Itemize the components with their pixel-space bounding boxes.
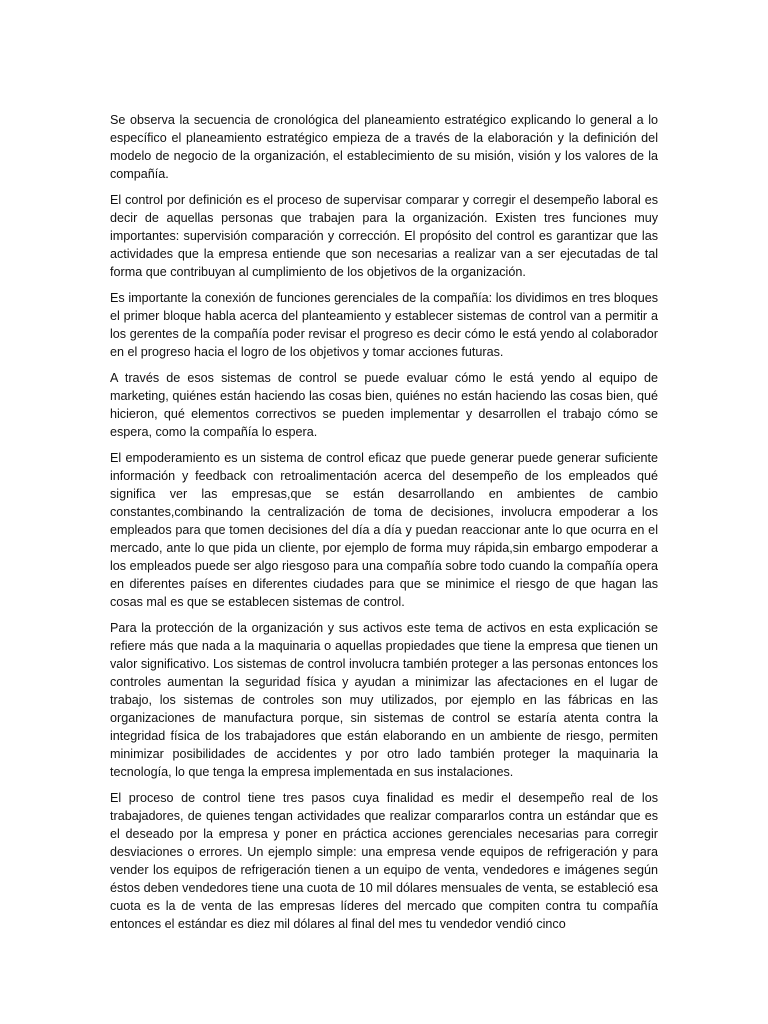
paragraph-6: Para la protección de la organización y sus activos este tema de activos en esta explicación se refiere más que nada a la maquinaria o aquellas propiedades que tiene la empresa que tienen un valor significativo. Los sistemas de control involucra también proteger a las personas entonces los controles aumentan la seguridad física y ayudan a minimizar las afectaciones en el lugar de trabajo, los sistemas de controles son muy utilizados, por ejemplo en las fábricas en las organizaciones de manufactura porque, sin sistemas de control se estaría atenta contra la integridad física de los trabajadores que están elaborando en un ambiente de riesgo, permiten minimizar posibilidades de accidentes y por otro lado también proteger la maquinaria la tecnología, lo que tenga la empresa implementada en sus instalaciones. (110, 621, 658, 779)
paragraph-4: A través de esos sistemas de control se puede evaluar cómo le está yendo al equipo de marketing, quiénes están haciendo las cosas bien, quiénes no están haciendo las cosas bien, qué hicieron, qué elementos correctivos se pueden implementar y desarrollen el trabajo cómo se espera, como la compañía lo espera. (110, 371, 658, 439)
paragraph-1: Se observa la secuencia de cronológica del planeamiento estratégico explicando lo general a lo específico el planeamiento estratégico empieza de a través de la elaboración y la definición del modelo de negocio de la organización, el establecimiento de su misión, visión y los valores de la compañía. (110, 113, 658, 181)
paragraph-5: El empoderamiento es un sistema de control eficaz que puede generar puede generar suficiente información y feedback con retroalimentación acerca del desempeño de los empleados qué significa ver las empresas,que se están desarrollando en ambientes de cambio constantes,combinando la centralización de toma de decisiones, involucra empoderar a los empleados para que tomen decisiones del día a día y puedan reaccionar ante lo que ocurra en el mercado, ante lo que pida un cliente, por ejemplo de forma muy rápida,sin embargo empoderar a los empleados puede ser algo riesgoso para una compañía sobre todo cuando la compañía opera en diferentes países en diferentes ciudades para que se minimice el riesgo de que hagan las cosas mal es que se establecen sistemas de control. (110, 451, 658, 609)
paragraph-2: El control por definición es el proceso de supervisar comparar y corregir el desempeño laboral es decir de aquellas personas que trabajen para la organización. Existen tres funciones muy importantes: supervisión comparación y corrección. El propósito del control es garantizar que las actividades que la empresa entiende que son necesarias a realizar van a ser ejecutadas de tal forma que contribuyan al cumplimiento de los objetivos de la organización. (110, 193, 658, 279)
document-body (110, 111, 658, 941)
paragraph-7: El proceso de control tiene tres pasos cuya finalidad es medir el desempeño real de los trabajadores, de quienes tengan actividades que realizar compararlos contra un estándar que es el deseado por la empresa y poner en práctica acciones gerenciales necesarias para corregir desviaciones o errores. Un ejemplo simple: una empresa vende equipos de refrigeración y para vender los equipos de refrigeración tienen a un equipo de venta, vendedores e imágenes según éstos deben vendedores tiene una cuota de 10 mil dólares mensuales de venta, se estableció esa cuota es la de venta de las empresas líderes del mercado que compiten contra tu compañía entonces el estándar es diez mil dólares al final del mes tu vendedor vendió cinco (110, 791, 658, 931)
paragraph-3: Es importante la conexión de funciones gerenciales de la compañía: los dividimos en tres bloques el primer bloque habla acerca del planteamiento y establecer sistemas de control van a permitir a los gerentes de la compañía poder revisar el progreso es decir cómo le está yendo al colaborador en el progreso hacia el logro de los objetivos y tomar acciones futuras. (110, 291, 658, 359)
